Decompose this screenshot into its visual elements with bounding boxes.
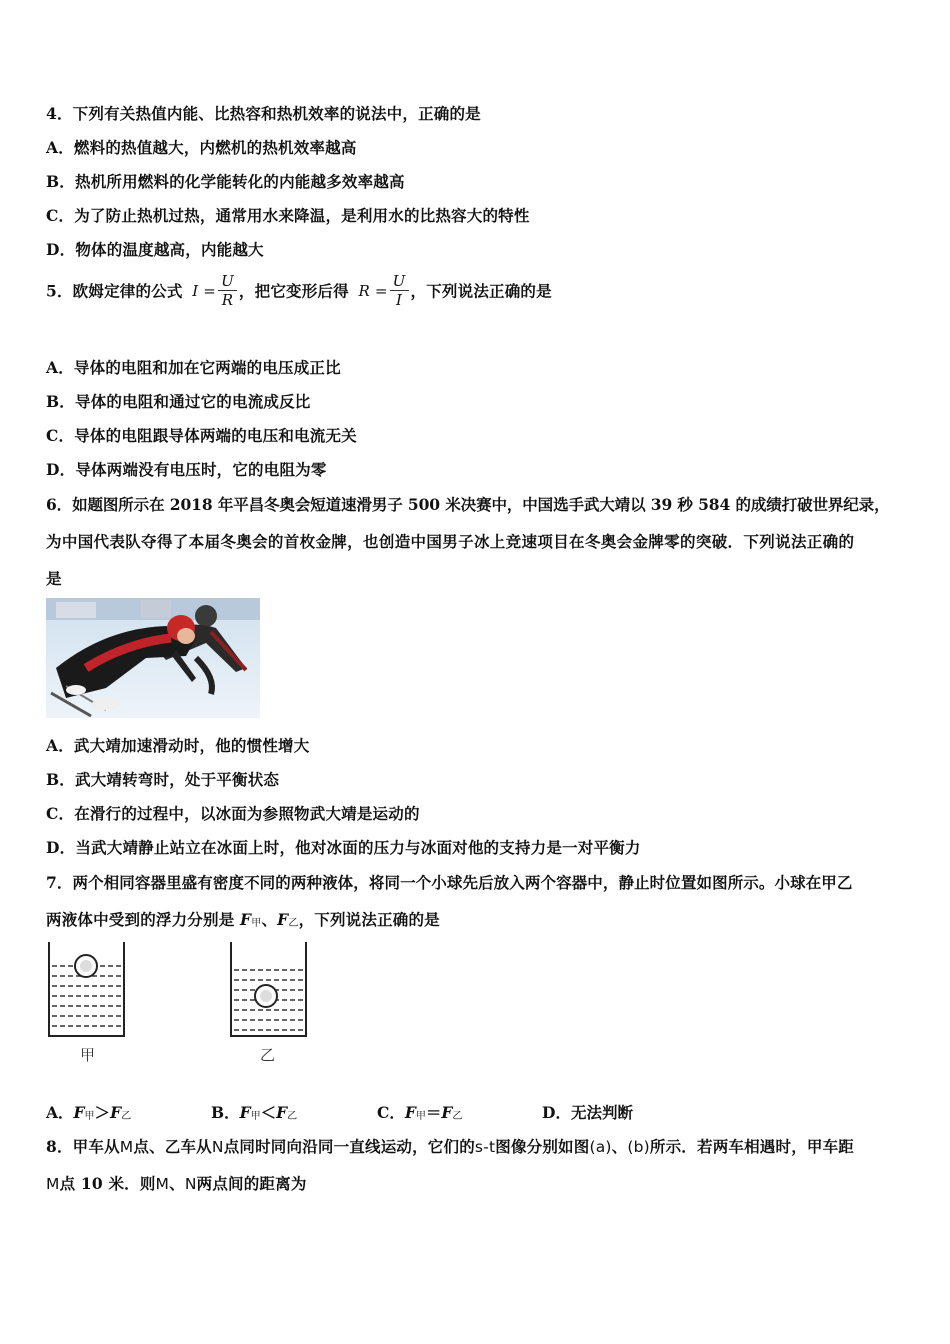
q7-b-sub2: 乙	[287, 1111, 298, 1122]
q4-option-b: B．热机所用燃料的化学能转化的内能越多效率越高	[46, 172, 405, 191]
q7-option-d-text: 无法判断	[570, 1103, 633, 1122]
q6-stem-line2: 为中国代表队夺得了本届冬奥会的首枚金牌，也创造中国男子冰上竞速项目在冬奥会金牌零的突破．下列说法正确的	[46, 532, 855, 551]
q7-c-rel: ＝	[425, 1103, 442, 1122]
q8-l1-b: 点、乙车从	[133, 1137, 212, 1156]
speed-skating-illustration	[46, 598, 260, 718]
q8-l2-m: M	[46, 1175, 60, 1193]
q7-b-sub1: 甲	[250, 1111, 261, 1122]
q7-stem-line2	[46, 908, 440, 930]
q7-option-b-letter: B．	[211, 1103, 240, 1122]
q8-l1-f: 所示．若两车相遇时，甲车距	[649, 1137, 855, 1156]
q7-force-jia: F	[240, 910, 252, 929]
q8-l2-n: N	[184, 1175, 197, 1193]
q4-option-d: D．物体的温度越高，内能越大	[46, 240, 264, 259]
container-yi-figure	[226, 940, 316, 1070]
q7-a-sub2: 乙	[121, 1111, 132, 1122]
q5-formula1-num: U	[218, 272, 237, 291]
q7-option-c-letter: C．	[377, 1103, 405, 1122]
q7-sep: 、	[261, 910, 278, 929]
q7-c-f2: F	[441, 1103, 453, 1122]
q7-a-sub1: 甲	[84, 1111, 95, 1122]
q7-b-f2: F	[276, 1103, 288, 1122]
q5-formula1-den: R	[221, 291, 234, 309]
q7-a-f2: F	[110, 1103, 122, 1122]
container-jia-figure	[44, 940, 134, 1070]
q4-option-c: C．为了防止热机过热，通常用水来降温，是利用水的比热容大的特性	[46, 206, 530, 225]
q7-stem-line2-a: 两液体中受到的浮力分别是	[46, 910, 235, 929]
q5-option-a: A．导体的电阻和加在它两端的电压成正比	[46, 358, 341, 377]
q8-l2-f: 两点间的距离为	[196, 1174, 307, 1193]
q7-sub-yi: 乙	[288, 918, 299, 929]
q7-c-sub2: 乙	[452, 1111, 463, 1122]
q6-option-b: B．武大靖转弯时，处于平衡状态	[46, 770, 280, 789]
q7-b-rel: ＜	[260, 1103, 277, 1122]
q8-l2-m2: M	[155, 1175, 170, 1193]
q8-l2-d: 、	[169, 1174, 185, 1193]
q5-option-d: D．导体两端没有电压时，它的电阻为零	[46, 460, 327, 479]
q8-stem-line2	[46, 1172, 307, 1194]
q8-l1-a: 8．甲车从	[46, 1137, 120, 1156]
q8-l1-d: 图像分别如图	[495, 1137, 590, 1156]
q7-option-a-letter: A．	[46, 1103, 74, 1122]
q7-option-d-letter: D．	[542, 1103, 571, 1122]
q7-force-yi: F	[277, 910, 289, 929]
q5-option-b: B．导体的电阻和通过它的电流成反比	[46, 392, 311, 411]
q7-c-f1: F	[404, 1103, 416, 1122]
q5-formula1-lhs: I =	[192, 281, 217, 300]
q7-b-f1: F	[239, 1103, 251, 1122]
q7-option-c	[377, 1101, 462, 1123]
q7-option-d	[542, 1101, 633, 1123]
q8-fig-b: (b)	[627, 1138, 650, 1156]
q8-st: s-t	[474, 1138, 496, 1156]
q4-option-a: A．燃料的热值越大，内燃机的热机效率越高	[46, 138, 357, 157]
q6-stem-line3: 是	[46, 569, 62, 588]
container-yi	[226, 940, 316, 1070]
q8-l2-b: 点 10 米．则	[59, 1174, 156, 1193]
q6-option-c: C．在滑行的过程中，以冰面为参照物武大靖是运动的	[46, 804, 420, 823]
q7-c-sub1: 甲	[415, 1111, 426, 1122]
q8-point-n: N	[211, 1138, 224, 1156]
q7-stem-line1: 7．两个相同容器里盛有密度不同的两种液体，将同一个小球先后放入两个容器中，静止时位置如图所示。小球在甲乙	[46, 873, 853, 892]
q5-formula1-fraction	[218, 272, 237, 309]
label-yi: 乙	[260, 1046, 276, 1064]
q7-option-a	[46, 1101, 131, 1123]
q8-l1-c: 点同时同向沿同一直线运动，它们的	[223, 1137, 475, 1156]
q7-a-rel: ＞	[94, 1103, 111, 1122]
q5-prefix: 5．欧姆定律的公式	[46, 281, 183, 301]
q5-formula2-fraction	[390, 272, 409, 309]
q5-formula2-den: I	[396, 291, 403, 309]
container-jia	[44, 940, 134, 1070]
q4-stem: 4．下列有关热值内能、比热容和热机效率的说法中，正确的是	[46, 104, 481, 123]
q5-option-c: C．导体的电阻跟导体两端的电压和电流无关	[46, 426, 357, 445]
q7-stem-line2-b: ，下列说法正确的是	[298, 910, 440, 929]
q5-middle: ，把它变形后得	[238, 281, 349, 301]
q8-point-m: M	[119, 1138, 134, 1156]
q7-option-b	[211, 1101, 297, 1123]
q6-stem-line1: 6．如题图所示在 2018 年平昌冬奥会短道速滑男子 500 米决赛中，中国选手武大靖以 39 秒 584 的成绩打破世界纪录，	[46, 495, 890, 514]
q6-option-a: A．武大靖加速滑动时，他的惯性增大	[46, 736, 310, 755]
q6-option-d: D．当武大靖静止站立在冰面上时，他对冰面的压力与冰面对他的支持力是一对平衡力	[46, 838, 641, 857]
q8-fig-a: (a)	[589, 1138, 612, 1156]
q7-sub-jia: 甲	[251, 918, 262, 929]
q8-stem-line1	[46, 1135, 854, 1157]
speed-skating-photo	[46, 598, 260, 718]
q5-suffix: ，下列说法正确的是	[410, 281, 552, 301]
q5-formula2-num: U	[390, 272, 409, 291]
q5-stem	[46, 272, 552, 309]
label-jia: 甲	[80, 1046, 96, 1064]
q8-l1-e: 、	[611, 1137, 628, 1156]
q7-a-f1: F	[73, 1103, 85, 1122]
q5-formula2-lhs: R =	[358, 281, 388, 300]
